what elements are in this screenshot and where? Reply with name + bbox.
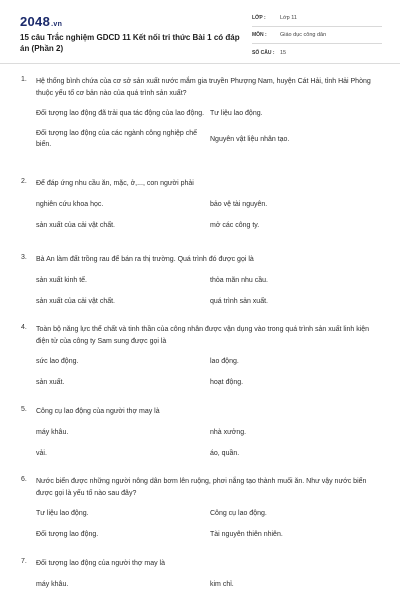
option-a[interactable]: Tư liệu lao động. — [36, 510, 89, 517]
meta-key: MÔN : — [252, 32, 267, 38]
site-logo[interactable] — [20, 14, 62, 29]
option-b[interactable]: thỏa mãn nhu cầu. — [210, 276, 268, 284]
option-a[interactable]: sản xuất kinh tế. — [36, 276, 87, 284]
question-number: 6. — [21, 476, 27, 483]
option-c[interactable]: vải. — [36, 449, 47, 457]
question-text: Nước biển được những người nông dân bơm lên ruộng, phơi nắng tạo thành muối ăn. Như vậy nước biển được gọi là yếu tố nào sau đây? — [36, 478, 367, 497]
option-a[interactable]: máy khâu. — [36, 428, 69, 436]
question-text: Hệ thống bình chứa của cơ sở sản xuất nước mắm gia truyền Phượng Nam, huyện Cát Hải, tỉnh Hải Phòng thuộc yếu tố cơ bản nào của quá trình sản xuất? — [36, 78, 371, 97]
option-b[interactable]: kim chỉ. — [210, 580, 234, 588]
question-item — [0, 76, 400, 178]
document-header — [0, 0, 400, 64]
question-text: Để đáp ứng nhu cầu ăn, mặc, ở,..., con người phải — [36, 180, 194, 187]
option-b[interactable]: lao động. — [210, 358, 239, 365]
option-d[interactable]: Tài nguyên thiên nhiên. — [210, 531, 283, 538]
question-text: Toàn bộ năng lực thể chất và tinh thần của công nhân được vận dụng vào trong quá trình sản xuất linh kiện điện tử của công ty Sam sung được gọi là — [36, 326, 370, 345]
option-a[interactable]: nghiên cứu khoa học. — [36, 200, 104, 208]
meta-table — [252, 10, 382, 61]
option-c[interactable]: sản xuất. — [36, 379, 65, 386]
option-a[interactable]: máy khâu. — [36, 580, 69, 588]
question-number: 2. — [21, 178, 27, 185]
option-b[interactable]: Công cụ lao động. — [210, 510, 267, 517]
options-grid — [36, 579, 380, 590]
question-item — [0, 324, 400, 406]
option-d[interactable]: Nguyên vật liệu nhân tạo. — [210, 135, 290, 143]
options-grid — [36, 199, 380, 231]
option-d[interactable]: mở các công ty. — [210, 221, 260, 229]
question-list — [0, 76, 400, 598]
meta-value: Giáo dục công dân — [280, 32, 327, 38]
question-item — [0, 178, 400, 254]
question-text: Đối tượng lao động của người thợ may là — [36, 560, 165, 567]
meta-key: LỚP : — [252, 15, 266, 21]
meta-row-subject — [252, 27, 382, 44]
meta-key: SỐ CÂU : — [252, 49, 275, 56]
meta-value: Lớp 11 — [280, 15, 297, 21]
question-item — [0, 476, 400, 558]
option-a[interactable]: sức lao động. — [36, 358, 79, 365]
option-a[interactable]: Đối tượng lao động đã trải qua tác động của lao động. — [36, 110, 205, 117]
question-item — [0, 406, 400, 476]
meta-value: 15 — [280, 49, 287, 56]
question-text: Công cụ lao động của người thợ may là — [36, 408, 160, 415]
question-text: Bà An làm đất trồng rau để bán ra thị trường. Quá trình đó được gọi là — [36, 256, 254, 263]
option-d[interactable]: quá trình sản xuất. — [210, 297, 268, 305]
options-grid — [36, 508, 380, 540]
option-c[interactable]: sản xuất của cải vật chất. — [36, 297, 115, 305]
options-grid — [36, 427, 380, 459]
page-title: 15 câu Trắc nghiệm GDCD 11 Kết nối tri thức Bài 1 có đáp án (Phần 2) — [20, 33, 240, 53]
option-c[interactable]: Đối tượng lao động của các ngành công nghiệp chế biến. — [36, 130, 198, 148]
question-item — [0, 558, 400, 598]
options-grid — [36, 356, 380, 388]
options-grid — [36, 275, 380, 307]
logo-suffix: .vn — [51, 21, 63, 28]
options-grid — [36, 108, 380, 150]
logo-text: 2048 — [20, 14, 51, 29]
meta-row-count — [252, 44, 382, 61]
question-number: 7. — [21, 558, 27, 565]
option-d[interactable]: hoạt động. — [210, 379, 244, 386]
meta-row-class — [252, 10, 382, 27]
option-c[interactable]: Đối tượng lao động. — [36, 531, 99, 538]
question-number: 4. — [21, 324, 27, 331]
option-b[interactable]: bảo vệ tài nguyên. — [210, 200, 268, 208]
question-number: 1. — [21, 76, 27, 83]
option-b[interactable]: nhà xưởng. — [210, 428, 247, 436]
option-d[interactable]: áo, quần. — [210, 449, 240, 457]
option-c[interactable]: sản xuất của cải vật chất. — [36, 221, 115, 229]
question-item — [0, 254, 400, 324]
question-number: 3. — [21, 254, 27, 261]
option-b[interactable]: Tư liệu lao động. — [210, 110, 263, 117]
question-number: 5. — [21, 406, 27, 413]
